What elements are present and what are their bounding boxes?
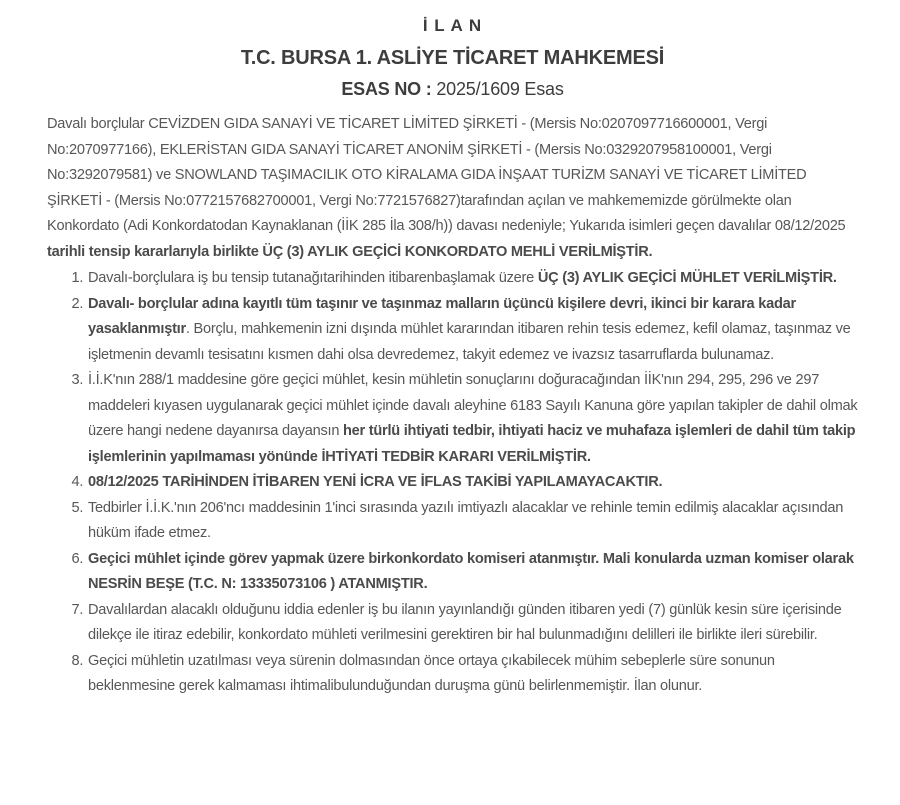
notice-title: İ L A N — [422, 16, 483, 35]
intro-text: Davalı borçlular CEVİZDEN GIDA SANAYİ VE TİCARET LİMİTED ŞİRKETİ - (Mersis No:0207097716600001, Vergi No:2070977166), EKLERİSTAN GIDA SANAYİ TİCARET ANONİM ŞİRKETİ - (Mersis No:0329207958100001, Vergi No:3292079581) ve SNOWLAND TAŞIMACILIK OTO KİRALAMA GIDA İNŞAAT TURİZM SANAYİ VE TİCARET LİMİTED ŞİRKETİ - (Mersis No:0772157682700001, Vergi No:7721576827)tarafından açılan ve mahkememizde görülmekte olan Konkordato (Adi Konkordatodan Kaynaklanan (İİK 285 İla 308/h)) davası nedeniyle; Yukarıda isimleri geçen davalılar 08/12/2025 — [47, 116, 846, 234]
notice-items-list — [47, 266, 858, 700]
item-bold-text: 08/12/2025 TARİHİNDEN İTİBAREN YENİ İCRA VE İFLAS TAKİBİ YAPILAMAYACAKTIR. — [88, 474, 663, 490]
intro-paragraph — [47, 112, 858, 265]
item-text: Davalı-borçlulara iş bu tensip tutanağıtarihinden itibarenbaşlamak üzere — [88, 270, 538, 286]
case-number-label: ESAS NO : — [341, 79, 432, 99]
item-text: . Borçlu, mahkemenin izni dışında mühlet kararından itibaren rehin tesis edemez, kefil olamaz, taşınmaz ve işletmenin devamlı tesisatını kısmen dahi olsa devredemez, takyit edemez ve ivazsız tasarruflarda bulunamaz. — [88, 321, 851, 363]
item-text: İ.İ.K'nın 288/1 maddesine göre geçici mühlet, kesin mühletin sonuçlarını doğuracağından İİK'nın 294, 295, 296 ve 297 maddeleri kıyasen uygulanarak geçici mühlet içinde davalı aleyhine 6183 Sayılı Kanuna göre yapılan takipler de dahil olmak üzere hangi nedene dayanırsa dayansın — [88, 372, 858, 439]
list-item — [87, 649, 858, 700]
court-name: T.C. BURSA 1. ASLİYE TİCARET MAHKEMESİ — [240, 47, 665, 69]
list-item — [87, 470, 858, 496]
item-bold-text: ÜÇ (3) AYLIK GEÇİCİ MÜHLET VERİLMİŞTİR. — [537, 270, 837, 286]
item-bold-text: Davalı- borçlular adına kayıtlı tüm taşınır ve taşınmaz malların üçüncü kişilere devri, ikinci bir karara kadar yasaklanmıştır — [88, 295, 796, 337]
item-bold-text: Geçici mühlet içinde görev yapmak üzere birkonkordato komiseri atanmıştır. Mali konularda uzman komiser olarak NESRİN BEŞE (T.C. N: 13335073106 ) ATANMIŞTIR. — [88, 550, 854, 592]
item-text: Tedbirler İ.İ.K.'nın 206'ncı maddesinin 1'inci sırasında yazılı imtiyazlı alacaklar ve rehinle temin edilmiş alacaklar açısından hüküm ifade etmez. — [88, 499, 844, 541]
intro-bold-text: tarihli tensip kararlarıyla birlikte ÜÇ (3) AYLIK GEÇİCİ KONKORDATO MEHLİ VERİLMİŞTİR. — [47, 243, 653, 260]
list-item — [87, 368, 858, 470]
case-number-line — [47, 79, 858, 100]
list-item — [87, 496, 858, 547]
case-number-value: 2025/1609 Esas — [431, 79, 564, 99]
item-bold-text: her türlü ihtiyati tedbir, ihtiyati haciz ve muhafaza işlemleri de dahil tüm takip işlemlerinin yapılmaması yönünde İHTİYATİ TEDBİR KARARI VERİLMİŞTİR. — [88, 423, 856, 465]
item-text: Geçici mühletin uzatılması veya sürenin dolmasından önce ortaya çıkabilecek mühim sebeplerle süre sonunun beklenmesine gerek kalmaması ihtimalibulunduğundan duruşma günü belirlenmemiştir. İlan olunur. — [88, 652, 775, 694]
item-text: Davalılardan alacaklı olduğunu iddia edenler iş bu ilanın yayınlandığı günden itibaren yedi (7) günlük kesin süre içerisinde dilekçe ile itiraz edebilir, konkordato mühleti verilmesini gerektiren bir hal bulunmadığını delilleri ile birlikte ileri sürebilir. — [88, 601, 842, 643]
list-item — [87, 266, 858, 292]
list-item — [87, 547, 858, 598]
list-item — [87, 292, 858, 369]
list-item — [87, 598, 858, 649]
